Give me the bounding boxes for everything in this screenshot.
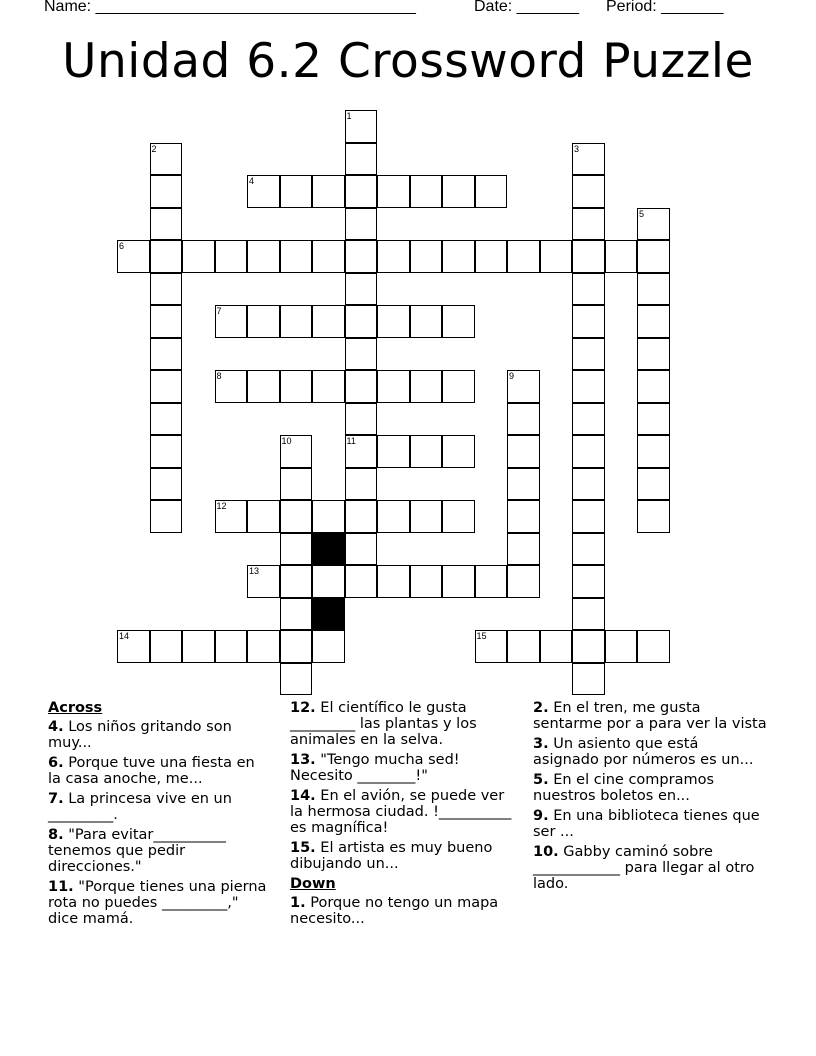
- grid-cell[interactable]: [442, 240, 475, 273]
- grid-cell[interactable]: [442, 500, 475, 533]
- grid-cell[interactable]: [345, 533, 378, 566]
- grid-cell[interactable]: [410, 240, 443, 273]
- clue-text: El científico le gusta _________ las plantas y los animales en la selva.: [290, 700, 477, 748]
- clue-text: En el cine compramos nuestros boletos en...: [533, 772, 715, 804]
- grid-cell[interactable]: [150, 175, 183, 208]
- grid-cell[interactable]: [507, 403, 540, 436]
- grid-cell[interactable]: [150, 468, 183, 501]
- grid-cell[interactable]: [345, 273, 378, 306]
- grid-cell[interactable]: [475, 175, 508, 208]
- grid-cell[interactable]: [377, 175, 410, 208]
- grid-cell[interactable]: [410, 305, 443, 338]
- grid-number: 8: [216, 371, 222, 381]
- grid-cell[interactable]: [442, 435, 475, 468]
- clue-number: 3.: [533, 736, 549, 752]
- grid-cell[interactable]: [377, 240, 410, 273]
- across-clue: [290, 788, 515, 836]
- grid-cell[interactable]: [312, 500, 345, 533]
- grid-number: 14: [119, 631, 130, 641]
- grid-cell[interactable]: [572, 208, 605, 241]
- grid-cell[interactable]: [182, 240, 215, 273]
- page-title: Unidad 6.2 Crossword Puzzle: [62, 34, 754, 89]
- grid-cell[interactable]: [150, 305, 183, 338]
- grid-cell[interactable]: [572, 435, 605, 468]
- down-clue: [533, 736, 768, 768]
- down-clue: [533, 844, 768, 892]
- clue-text: El artista es muy bueno dibujando un...: [290, 840, 493, 872]
- across-clue: [290, 840, 515, 872]
- down-clue: [533, 808, 768, 840]
- clue-text: Un asiento que está asignado por números es un...: [533, 736, 754, 768]
- grid-cell[interactable]: [377, 565, 410, 598]
- grid-cell[interactable]: [475, 565, 508, 598]
- grid-cell[interactable]: [507, 240, 540, 273]
- grid-number: 6: [119, 241, 125, 251]
- grid-cell[interactable]: [345, 240, 378, 273]
- clue-number: 9.: [533, 808, 549, 824]
- clue-number: 5.: [533, 772, 549, 788]
- grid-cell[interactable]: [572, 663, 605, 696]
- grid-cell[interactable]: [507, 500, 540, 533]
- grid-cell[interactable]: [280, 305, 313, 338]
- grid-cell[interactable]: [507, 630, 540, 663]
- grid-number: 1: [346, 111, 352, 121]
- grid-cell[interactable]: [637, 240, 670, 273]
- grid-cell[interactable]: [507, 435, 540, 468]
- grid-cell[interactable]: [572, 565, 605, 598]
- clue-text: Los niños gritando son muy...: [48, 719, 232, 751]
- grid-cell[interactable]: [247, 630, 280, 663]
- grid-cell[interactable]: [182, 630, 215, 663]
- grid-cell[interactable]: [215, 240, 248, 273]
- grid-cell[interactable]: [605, 630, 638, 663]
- grid-cell[interactable]: [475, 240, 508, 273]
- grid-number: 9: [509, 371, 515, 381]
- grid-cell[interactable]: [442, 565, 475, 598]
- grid-cell[interactable]: [247, 500, 280, 533]
- grid-cell[interactable]: [150, 370, 183, 403]
- clue-text: En el tren, me gusta sentarme por a para ver la vista: [533, 700, 767, 732]
- grid-number: 10: [281, 436, 292, 446]
- down-clue: [533, 700, 768, 732]
- grid-cell[interactable]: [345, 338, 378, 371]
- grid-cell[interactable]: [345, 208, 378, 241]
- grid-cell[interactable]: [345, 500, 378, 533]
- grid-cell[interactable]: [150, 630, 183, 663]
- clue-number: 15.: [290, 840, 316, 856]
- grid-cell[interactable]: [345, 305, 378, 338]
- grid-cell[interactable]: [312, 565, 345, 598]
- grid-cell[interactable]: [507, 533, 540, 566]
- grid-cell[interactable]: [410, 565, 443, 598]
- clue-text: Porque tuve una fiesta en la casa anoche, me...: [48, 755, 255, 787]
- grid-cell[interactable]: [312, 175, 345, 208]
- grid-cell[interactable]: [637, 305, 670, 338]
- grid-number: 3: [574, 143, 580, 154]
- grid-cell[interactable]: [345, 175, 378, 208]
- grid-cell[interactable]: [312, 370, 345, 403]
- grid-cell[interactable]: [540, 240, 573, 273]
- grid-cell[interactable]: [312, 305, 345, 338]
- grid-number: 5: [639, 208, 645, 219]
- grid-cell[interactable]: [150, 403, 183, 436]
- black-cell: [312, 533, 345, 566]
- grid-number: 11: [346, 436, 356, 446]
- grid-cell[interactable]: [280, 370, 313, 403]
- grid-cell[interactable]: [572, 240, 605, 273]
- grid-cell[interactable]: [247, 305, 280, 338]
- clue-number: 10.: [533, 844, 559, 860]
- grid-cell[interactable]: [280, 240, 313, 273]
- grid-cell[interactable]: [280, 533, 313, 566]
- grid-cell[interactable]: [280, 175, 313, 208]
- grid-cell[interactable]: [572, 533, 605, 566]
- grid-cell[interactable]: [280, 598, 313, 631]
- grid-cell[interactable]: [280, 630, 313, 663]
- clue-number: 6.: [48, 755, 64, 771]
- down-heading: Down: [290, 876, 336, 892]
- grid-cell[interactable]: [410, 370, 443, 403]
- clues-column-3: [533, 700, 768, 896]
- black-cell: [312, 598, 345, 631]
- clue-number: 13.: [290, 752, 316, 768]
- grid-cell[interactable]: [345, 370, 378, 403]
- grid-cell[interactable]: [150, 500, 183, 533]
- grid-cell[interactable]: [572, 305, 605, 338]
- grid-number: 12: [216, 501, 227, 511]
- grid-cell[interactable]: [572, 175, 605, 208]
- grid-number: 4: [249, 176, 255, 186]
- grid-cell[interactable]: [247, 240, 280, 273]
- clue-number: 8.: [48, 827, 64, 843]
- grid-cell[interactable]: [280, 500, 313, 533]
- grid-cell[interactable]: [637, 273, 670, 306]
- across-clue: [48, 719, 268, 751]
- grid-cell[interactable]: [637, 338, 670, 371]
- clue-number: 4.: [48, 719, 64, 735]
- grid-cell[interactable]: [540, 630, 573, 663]
- clues-column-1: [48, 700, 268, 931]
- grid-cell[interactable]: [312, 240, 345, 273]
- grid-cell[interactable]: [377, 500, 410, 533]
- clues-column-2: [290, 700, 515, 931]
- grid-cell[interactable]: [410, 500, 443, 533]
- across-heading: Across: [48, 700, 103, 716]
- grid-cell[interactable]: [150, 435, 183, 468]
- grid-cell[interactable]: [637, 370, 670, 403]
- date-field[interactable]: Date: _______: [474, 0, 579, 15]
- grid-cell[interactable]: [637, 630, 670, 663]
- grid-cell[interactable]: [637, 468, 670, 501]
- clue-number: 12.: [290, 700, 316, 716]
- grid-cell[interactable]: [637, 403, 670, 436]
- grid-cell[interactable]: [345, 468, 378, 501]
- clue-text: Gabby caminó sobre ____________ para llegar al otro lado.: [533, 844, 755, 892]
- clue-text: "Porque tienes una pierna rota no puedes _________," dice mamá.: [48, 879, 267, 927]
- grid-cell[interactable]: [150, 338, 183, 371]
- grid-cell[interactable]: [280, 663, 313, 696]
- grid-cell[interactable]: [572, 630, 605, 663]
- grid-cell[interactable]: [572, 338, 605, 371]
- down-clue: [533, 772, 768, 804]
- grid-cell[interactable]: [377, 370, 410, 403]
- grid-cell[interactable]: [215, 630, 248, 663]
- grid-cell[interactable]: [605, 240, 638, 273]
- grid-cell[interactable]: [442, 305, 475, 338]
- across-clue: [48, 827, 268, 875]
- across-clue: [290, 700, 515, 748]
- across-clue: [290, 752, 515, 784]
- grid-cell[interactable]: [410, 435, 443, 468]
- grid-cell[interactable]: [345, 403, 378, 436]
- clue-text: "Tengo mucha sed! Necesito ________!": [290, 752, 460, 784]
- grid-cell[interactable]: [150, 240, 183, 273]
- grid-cell[interactable]: [377, 305, 410, 338]
- grid-cell[interactable]: [150, 208, 183, 241]
- grid-cell[interactable]: [150, 273, 183, 306]
- clue-number: 1.: [290, 895, 306, 911]
- clue-text: La princesa vive en un _________.: [48, 791, 232, 823]
- down-clue: [290, 895, 515, 927]
- grid-cell[interactable]: [572, 598, 605, 631]
- name-field[interactable]: Name: ____________________________________: [44, 0, 416, 15]
- grid-cell[interactable]: [507, 565, 540, 598]
- clue-text: Porque no tengo un mapa necesito...: [290, 895, 499, 927]
- grid-number: 7: [216, 306, 222, 316]
- grid-cell[interactable]: [572, 273, 605, 306]
- grid-cell[interactable]: [280, 468, 313, 501]
- across-clue: [48, 755, 268, 787]
- grid-cell[interactable]: [410, 175, 443, 208]
- grid-cell[interactable]: [572, 500, 605, 533]
- grid-cell[interactable]: [572, 468, 605, 501]
- clue-number: 14.: [290, 788, 316, 804]
- grid-cell[interactable]: [247, 370, 280, 403]
- grid-cell[interactable]: [345, 565, 378, 598]
- grid-cell[interactable]: [345, 143, 378, 176]
- clue-number: 7.: [48, 791, 64, 807]
- clue-text: En una biblioteca tienes que ser ...: [533, 808, 760, 840]
- clue-text: "Para evitar__________ tenemos que pedir direcciones.": [48, 827, 226, 875]
- across-clue: [48, 879, 268, 927]
- grid-cell[interactable]: [637, 435, 670, 468]
- grid-cell[interactable]: [377, 435, 410, 468]
- clue-text: En el avión, se puede ver la hermosa ciudad. !__________ es magnífica!: [290, 788, 512, 836]
- grid-cell[interactable]: [572, 403, 605, 436]
- grid-cell[interactable]: [637, 500, 670, 533]
- grid-cell[interactable]: [572, 370, 605, 403]
- clue-number: 2.: [533, 700, 549, 716]
- grid-number: 15: [476, 631, 487, 641]
- grid-number: 2: [151, 143, 157, 154]
- grid-cell[interactable]: [312, 630, 345, 663]
- clue-number: 11.: [48, 879, 74, 895]
- grid-cell[interactable]: [442, 175, 475, 208]
- grid-number: 13: [249, 566, 260, 576]
- grid-cell[interactable]: [442, 370, 475, 403]
- grid-cell[interactable]: [507, 468, 540, 501]
- across-clue: [48, 791, 268, 823]
- grid-cell[interactable]: [280, 565, 313, 598]
- period-field[interactable]: Period: _______: [606, 0, 724, 15]
